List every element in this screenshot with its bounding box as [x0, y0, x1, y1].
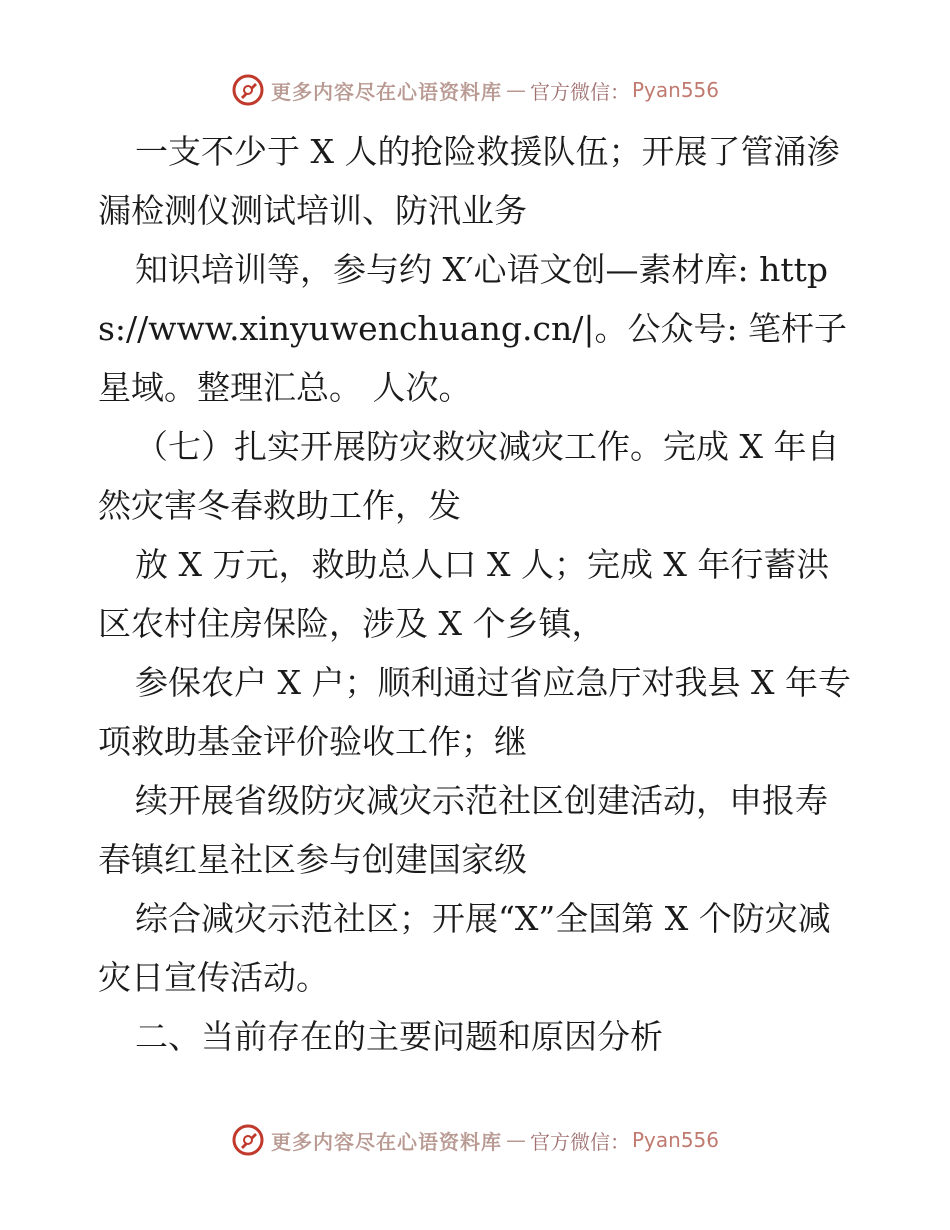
paragraph-2: 知识培训等，参与约 X′心语文创—素材库: https://www.xinyuwenchuang.cn/|。公众号: 笔杆子星域。整理汇总。 人次。	[98, 250, 848, 407]
banner-wechat-id: Pyan556	[631, 78, 719, 102]
document-body	[98, 122, 858, 1066]
paragraph-6: 续开展省级防灾减灾示范社区创建活动，申报寿春镇红星社区参与创建国家级	[98, 781, 828, 879]
banner-title: 更多内容尽在心语资料库	[270, 1129, 502, 1154]
banner-wechat-label: 官方微信：	[529, 1129, 630, 1154]
quill-circle-logo-icon	[231, 73, 265, 107]
paragraph-4: 放 X 万元，救助总人口 X 人；完成 X 年行蓄洪区农村住房保险，涉及 X 个乡镇，	[98, 545, 830, 643]
quill-circle-logo-icon	[231, 1123, 265, 1157]
section-heading: 二、当前存在的主要问题和原因分析	[135, 1017, 663, 1056]
footer-banner	[0, 1120, 950, 1160]
paragraph-1: 一支不少于 X 人的抢险救援队伍；开展了管涌渗漏检测仪测试培训、防汛业务	[98, 132, 840, 230]
banner-separator: —	[505, 78, 526, 102]
header-banner	[0, 70, 950, 110]
banner-separator: —	[505, 1128, 526, 1152]
paragraph-3: （七）扎实开展防灾救灾减灾工作。完成 X 年自然灾害冬春救助工作，发	[98, 427, 840, 525]
paragraph-7: 综合减灾示范社区；开展“X”全国第 X 个防灾减灾日宣传活动。	[98, 899, 831, 997]
banner-wechat-id: Pyan556	[631, 1128, 719, 1152]
paragraph-5: 参保农户 X 户；顺利通过省应急厅对我县 X 年专项救助基金评价验收工作；继	[98, 663, 851, 761]
banner-title: 更多内容尽在心语资料库	[270, 79, 502, 104]
banner-wechat-label: 官方微信：	[529, 79, 630, 104]
